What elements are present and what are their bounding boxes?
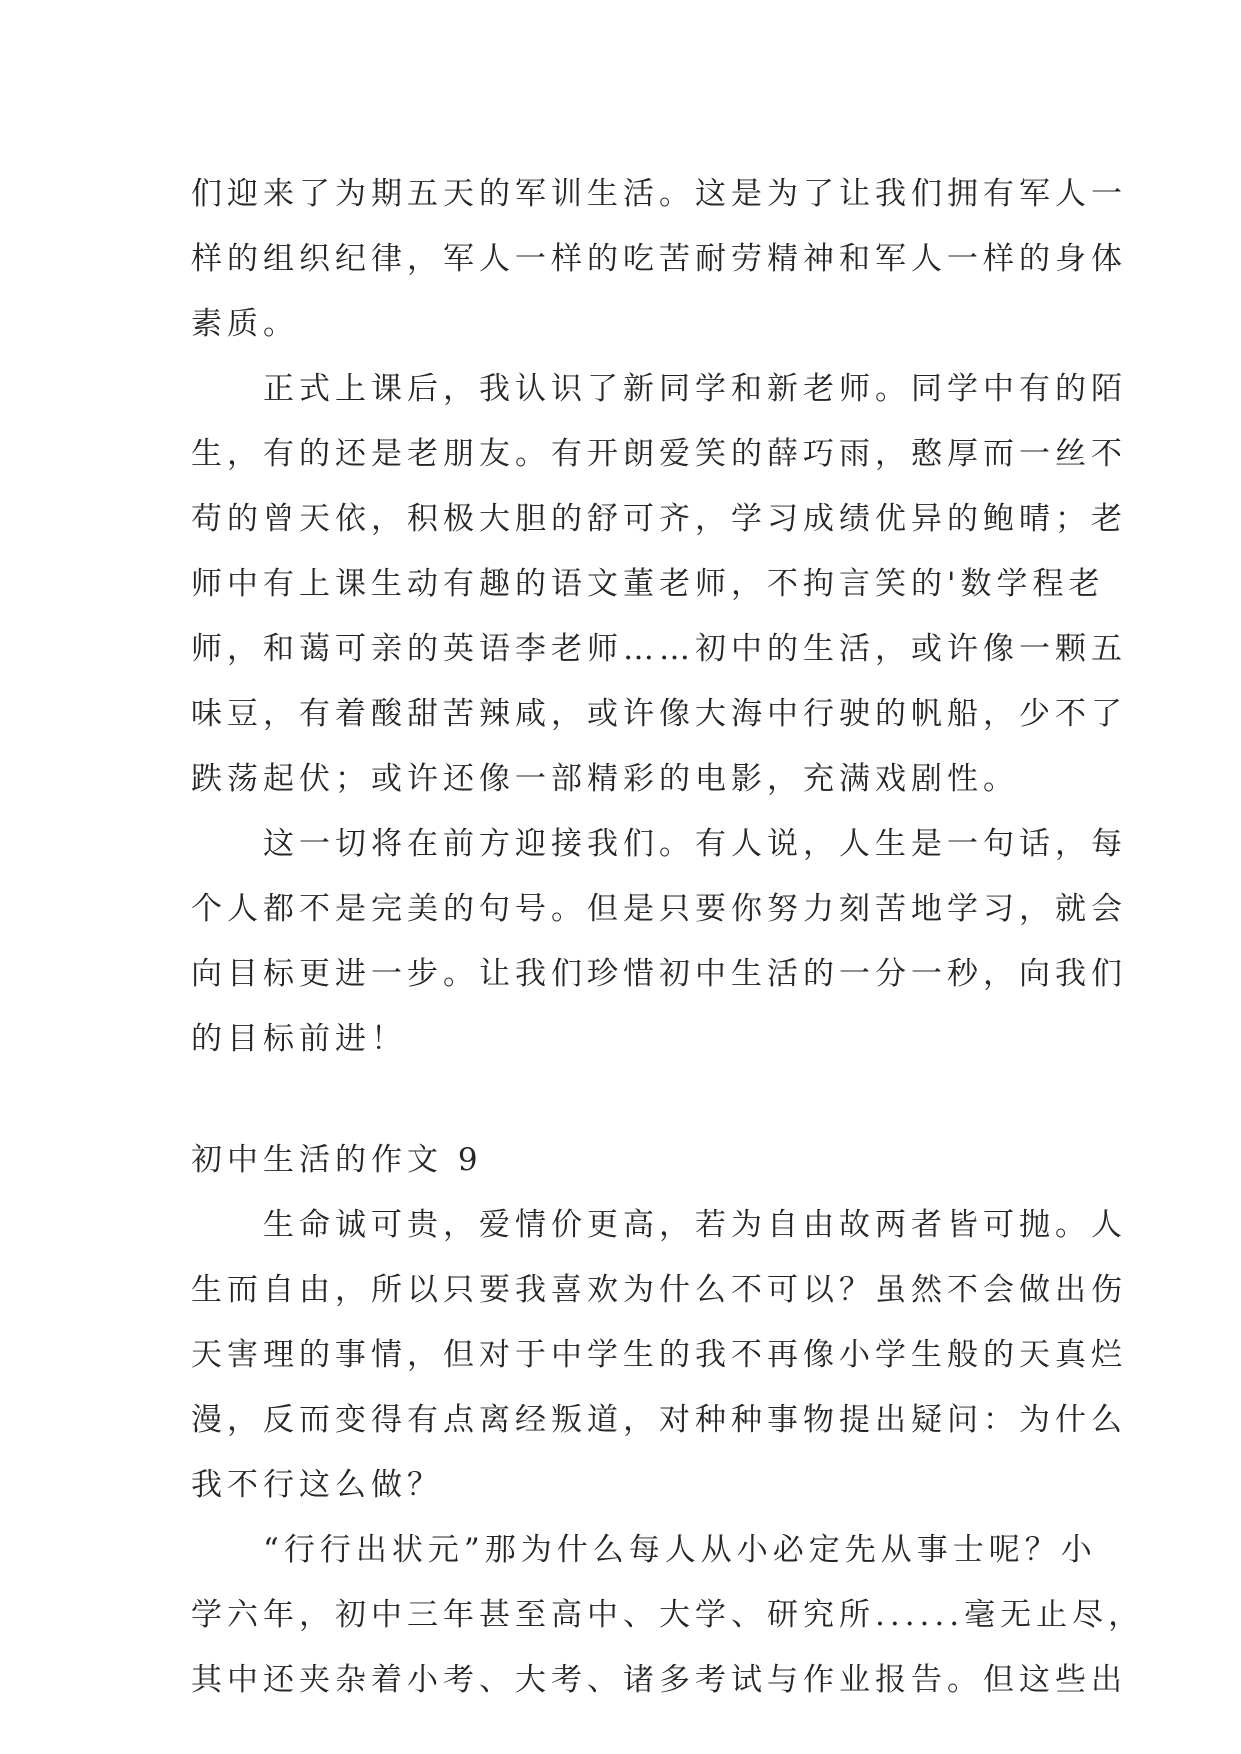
text-line: 苟的曾天依，积极大胆的舒可齐，学习成绩优异的鲍晴；老 <box>191 501 1127 537</box>
text-line: 生而自由，所以只要我喜欢为什么不可以？虽然不会做出伤 <box>191 1272 1127 1308</box>
text-line: 师，和蔼可亲的英语李老师……初中的生活，或许像一颗五 <box>191 631 1127 667</box>
text-line: 跌荡起伏；或许还像一部精彩的电影，充满戏剧性。 <box>191 761 1019 797</box>
text-line: “行行出状元”那为什么每人从小必定先从事士呢？小 <box>191 1532 1097 1568</box>
document-body <box>191 162 1145 1713</box>
text-line: 生命诚可贵，爱情价更高，若为自由故两者皆可抛。人 <box>191 1207 1127 1243</box>
text-line: 味豆，有着酸甜苦辣咸，或许像大海中行驶的帆船，少不了 <box>191 696 1127 732</box>
text-line: 天害理的事情，但对于中学生的我不再像小学生般的天真烂 <box>191 1337 1127 1373</box>
text-line: 学六年，初中三年甚至高中、大学、研究所......毫无止尽， <box>191 1597 1145 1633</box>
text-line: 的目标前进！ <box>191 1021 407 1057</box>
text-line: 样的组织纪律，军人一样的吃苦耐劳精神和军人一样的身体 <box>191 241 1127 277</box>
text-line: 这一切将在前方迎接我们。有人说，人生是一句话，每 <box>191 826 1127 862</box>
text-line: 漫，反而变得有点离经叛道，对种种事物提出疑问：为什么 <box>191 1402 1127 1438</box>
text-line: 我不行这么做？ <box>191 1467 443 1503</box>
text-line: 素质。 <box>191 306 299 342</box>
text-line: 师中有上课生动有趣的语文董老师，不拘言笑的'数学程老 <box>191 566 1105 602</box>
text-line: 生，有的还是老朋友。有开朗爱笑的薛巧雨，憨厚而一丝不 <box>191 436 1127 472</box>
text-line: 们迎来了为期五天的军训生活。这是为了让我们拥有军人一 <box>191 176 1127 212</box>
section-heading: 初中生活的作文 9 <box>191 1142 483 1178</box>
text-line: 正式上课后，我认识了新同学和新老师。同学中有的陌 <box>191 371 1127 407</box>
text-line: 个人都不是完美的句号。但是只要你努力刻苦地学习，就会 <box>191 891 1127 927</box>
section-gap <box>191 1072 1061 1128</box>
text-line: 向目标更进一步。让我们珍惜初中生活的一分一秒，向我们 <box>191 956 1127 992</box>
text-line: 其中还夹杂着小考、大考、诸多考试与作业报告。但这些出 <box>191 1662 1127 1698</box>
